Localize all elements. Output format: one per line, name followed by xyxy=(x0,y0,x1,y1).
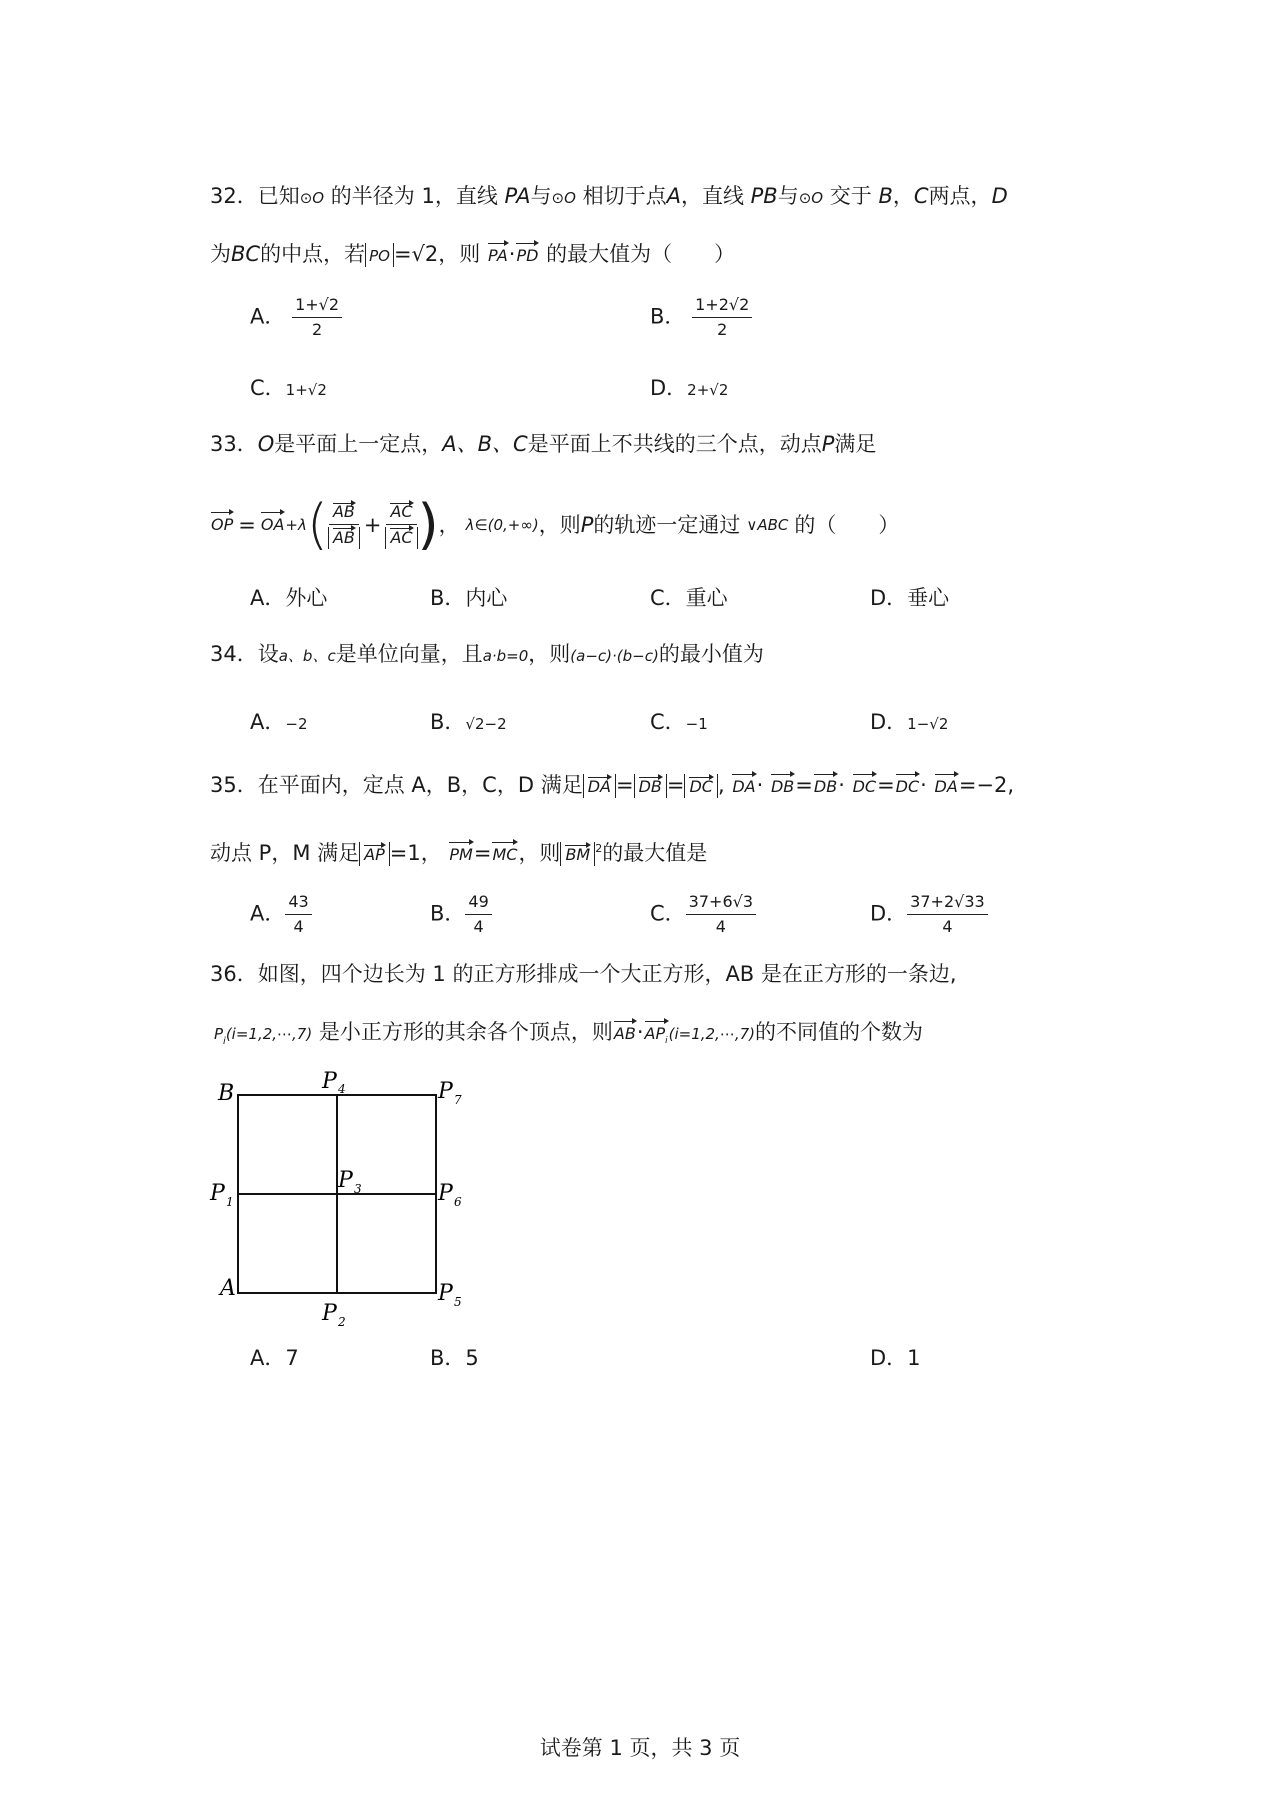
label-P4: P xyxy=(322,1070,337,1094)
page-footer: 试卷第 1 页，共 3 页 xyxy=(539,1736,741,1760)
label-P1: P xyxy=(210,1181,225,1206)
label-P2-sub: 2 xyxy=(338,1315,346,1329)
label-P6-sub: 6 xyxy=(454,1195,462,1209)
q36-line1: 36．如图，四个边长为 1 的正方形排成一个大正方形，AB 是在正方形的一条边, xyxy=(210,962,957,986)
label-P6: P xyxy=(438,1181,453,1206)
q32-option-d[interactable]: D．2+√2 xyxy=(650,376,729,400)
q36-option-a[interactable]: A．7 xyxy=(250,1346,299,1370)
label-A: A xyxy=(220,1276,236,1301)
q36-option-b[interactable]: B．5 xyxy=(430,1346,479,1370)
q36-option-d[interactable]: D．1 xyxy=(870,1346,921,1370)
label-P4-sub: 4 xyxy=(338,1082,346,1096)
q35-line1: 35．在平面内，定点 A，B，C，D 满足 DA = DB = DC , DA· DB=DB· DC=DC· DA=−2, xyxy=(210,771,1014,801)
q33-option-b[interactable]: B．内心 xyxy=(430,586,508,610)
q32-line1: 32．已知⊙O 的半径为 1，直线 PA与⊙O 相切于点A，直线 PB与⊙O 交于 B，C两点，D xyxy=(210,184,1008,208)
label-P3-sub: 3 xyxy=(354,1182,362,1196)
q35-option-a[interactable]: A． $\frac{43}{4}$ xyxy=(250,892,312,937)
q34-option-a[interactable]: A．−2 xyxy=(250,710,308,734)
label-P7-sub: 7 xyxy=(454,1093,462,1107)
q34-line: 34．设a、b、c是单位向量，且a·b=0，则(a−c)·(b−c)的最小值为 xyxy=(210,642,764,666)
q34-option-d[interactable]: D．1−√2 xyxy=(870,710,949,734)
q33-line2: OP = OA +λ ( $\frac{AB}{AB}$ + $\frac{AC}{AC}$ ) ， λ∈(0,+∞) ，则 P 的轨迹一定通过 ∨ABC 的（ ） xyxy=(211,493,900,556)
label-P3: P xyxy=(338,1168,353,1193)
label-P1-sub: 1 xyxy=(226,1195,234,1209)
q34-option-b[interactable]: B．√2−2 xyxy=(430,710,507,734)
q33-option-a[interactable]: A．外心 xyxy=(250,586,328,610)
q35-option-d[interactable]: D． $\frac{37+2√33}{4}$ xyxy=(870,892,988,937)
q36-line2: $P_i(i=1,2,\cdots,7)$ 是小正方形的其余各个顶点，则$AB\cdot AP_i(i=1,2,\cdots,7)$的不同值的个数为 xyxy=(214,1018,923,1056)
q32-option-b[interactable]: B． $\frac{1+2√2}{2}$ xyxy=(650,295,752,340)
q33-line1: 33．O是平面上一定点，A、B、C是平面上不共线的三个点，动点P满足 xyxy=(210,432,877,456)
q35-option-c[interactable]: C． $\frac{37+6√3}{4}$ xyxy=(650,892,756,937)
label-B: B xyxy=(218,1081,235,1106)
label-P5: P xyxy=(438,1281,453,1306)
q32-line2: 为BC的中点，若 PO =√2，则 PA·PD 的最大值为（ ） xyxy=(210,240,735,270)
q36-figure xyxy=(200,1070,500,1340)
q32-option-c[interactable]: C．1+√2 xyxy=(250,376,327,400)
q35-line2: 动点 P，M 满足 AP =1， PM=MC，则 BM $^2$的最大值是 xyxy=(210,835,707,869)
q33-option-d[interactable]: D．垂心 xyxy=(870,586,950,610)
q33-option-c[interactable]: C．重心 xyxy=(650,586,728,610)
label-P7: P xyxy=(438,1079,453,1104)
q34-option-c[interactable]: C．−1 xyxy=(650,710,708,734)
q32-option-a[interactable]: A． $\frac{1+√2}{2}$ xyxy=(250,295,342,340)
label-P2: P xyxy=(322,1301,337,1326)
label-P5-sub: 5 xyxy=(454,1295,462,1309)
q35-option-b[interactable]: B． $\frac{49}{4}$ xyxy=(430,892,492,937)
